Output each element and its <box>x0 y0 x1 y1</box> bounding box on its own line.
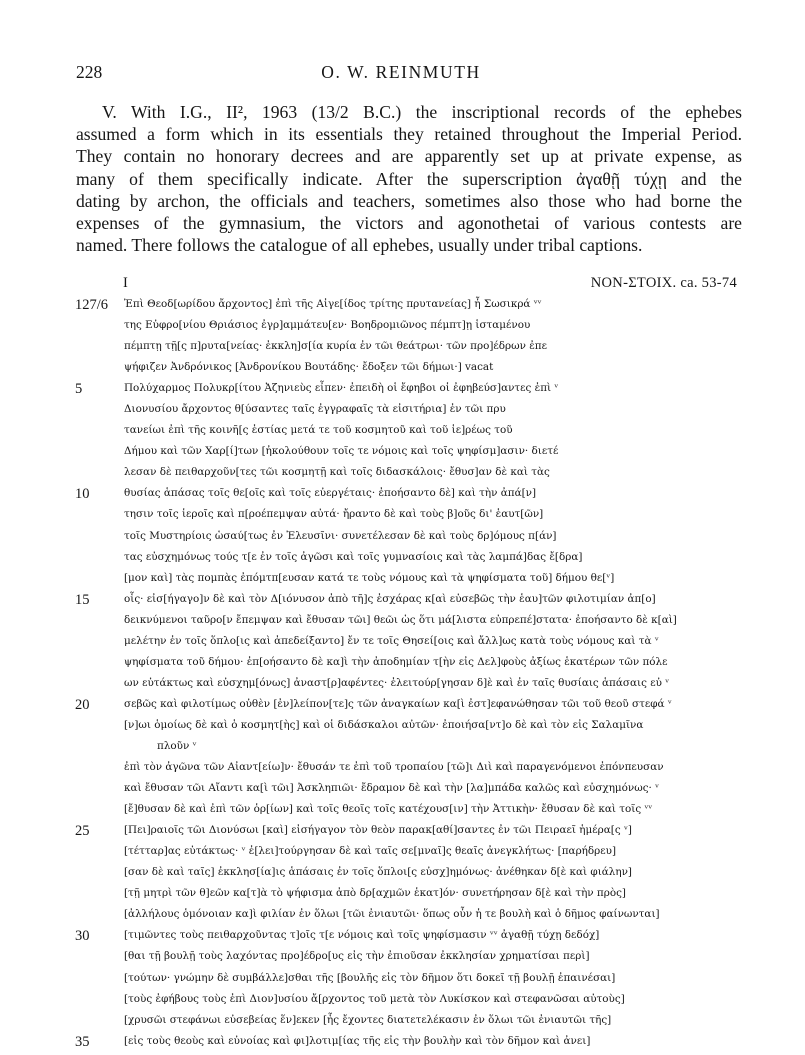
inscription-line <box>75 992 745 1013</box>
line-text: Πολύχαρμος Πολυκρ[ίτου Ἀζηνιεὺς εἶπεν· ἐπειδὴ οἱ ἔφηβοι οἱ ἐφηβεύσ]αντες ἐπὶ ᵛ <box>124 382 559 395</box>
line-text: [τοὺς ἐφήβους τοὺς ἐπὶ Διον]υσίου ἄ[ρχοντος τοῦ μετὰ τὸν Λυκίσκον καὶ στεφανῶσαι αὐτοὺς] <box>124 992 625 1005</box>
line-text: Διονυσίου ἄρχοντος θ[ύσαντες ταῖς ἐγγραφαῖς τὰ εἰσιτήρια] ἐν τῶι πρυ <box>124 403 506 416</box>
inscription-line <box>75 297 745 318</box>
inscription-line <box>75 550 745 571</box>
inscription-line <box>75 402 745 423</box>
line-text: τας εὐσχημόνως τούς τ[ε ἐν τοῖς ἀγῶσι καὶ τοῖς γυμνασίοις καὶ τὰς λαμπά]δας ἔ[δρα] <box>124 550 583 563</box>
inscription-line <box>75 571 745 592</box>
line-text: τανείωι ἐπὶ τῆς κοινῆ[ς ἑστίας μετά τε τοῦ κοσμητοῦ καὶ τοῦ ἱε]ρέως τοῦ <box>124 424 513 437</box>
inscription-line <box>75 613 745 634</box>
line-text: τησιν τοῖς ἱεροῖς καὶ π[ροέπεμψαν αὐτά· ἤραντο δὲ καὶ τοὺς β]οῦς δι' ἑαυτ[ῶν] <box>124 508 544 521</box>
line-number: 15 <box>75 591 90 608</box>
line-text: [τιμῶντες τοὺς πειθαρχοῦντας τ]οῖς τ[ε νόμοις καὶ τοῖς ψηφίσμασιν ᵛᵛ ἀγαθῇ τύχῃ δεδόχ] <box>124 929 600 942</box>
line-text: [εἰς τοὺς θεοὺς καὶ εὐνοίας καὶ φι]λοτιμ[ίας τῆς εἰς τὴν βουλὴν καὶ τὸν δῆμον καὶ ἀνει] <box>124 1034 591 1047</box>
inscription-line <box>75 844 745 865</box>
line-text: θυσίας ἁπάσας τοῖς θε[οῖς καὶ τοῖς εὐεργέταις· ἐποήσαντο δὲ] καὶ τὴν ἀπά[ν] <box>124 487 537 500</box>
line-number: 25 <box>75 823 90 840</box>
line-text: μελέτην ἐν τοῖς ὅπλο[ις καὶ ἀπεδείξαντο] ἔν τε τοῖς Θησεί[οις καὶ ἄλλ]ως κατὰ τοὺς νόμους καὶ τὰ ᵛ <box>124 634 659 647</box>
line-text: δεικνύμενοι ταῦρο[ν ἔπεμψαν καὶ ἔθυσαν τῶι] θεῶι ὡς ὅτι μά[λιστα εὐπρεπέ]στατα· ἐποήσαντο δὲ κ[αὶ] <box>124 613 677 626</box>
line-number: 127/6 <box>75 297 109 313</box>
line-text: [τούτων· γνώμην δὲ συμβάλλε]σθαι τῆς [βουλῆς εἰς τὸν δῆμον ὅτι δοκεῖ τῇ βουλῇ ἐπαινέσαι] <box>124 971 616 984</box>
inscription-line <box>75 781 745 802</box>
line-text: [ἔ]θυσαν δὲ καὶ ἐπὶ τῶν ὁρ[ίων] καὶ τοῖς θεοῖς τοῖς κατέχουσ[ιν] τὴν Ἀττικὴν· ἔθυσαν δὲ καὶ τοῖς ᵛᵛ <box>124 803 653 816</box>
inscription-line <box>75 739 745 760</box>
inscription-line <box>75 718 745 739</box>
line-text: Δήμου καὶ τῶν Χαρ[ί]των [ἠκολούθουν τοῖς τε νόμοις καὶ τοῖς ψηφίσμ]ασιν· διετέ <box>124 445 559 458</box>
inscription-line <box>75 529 745 550</box>
inscription-line <box>75 971 745 992</box>
inscription-line <box>75 318 745 339</box>
line-text: πλοῦν ᵛ <box>157 739 197 752</box>
inscription-line <box>75 360 745 381</box>
line-text: [χρυσῶι στεφάνωι εὐσεβείας ἕν]εκεν [ἧς ἔχοντες διατετελέκασιν ἐν ὅλωι τῶι ἐνιαυτῶι τῆς] <box>124 1013 612 1026</box>
line-text: [θαι τῇ βουλῇ τοὺς λαχόντας προ]έδρο[υς εἰς τὴν ἐπιοῦσαν ἐκκλησίαν χρηματίσαι περὶ] <box>124 950 590 963</box>
line-text: ψήφιζεν Ἀνδρόνικος [Ἀνδρονίκου Βουτάδης· ἔδοξεν τῶι δήμωι·] vacat <box>124 361 494 374</box>
line-text: [ν]ωι ὁμοίως δὲ καὶ ὁ κοσμητ[ὴς] καὶ οἱ διδάσκαλοι αὐτῶν· ἐποιήσα[ντ]ο δὲ καὶ τὸν εἰς Σαλαμῖνα <box>124 718 644 731</box>
inscription-line <box>75 381 745 402</box>
line-number: 20 <box>75 696 90 713</box>
inscription-line <box>75 865 745 886</box>
line-text: ἐπὶ τὸν ἀγῶνα τῶν Αἰαντ[είω]ν· ἔθυσάν τε ἐπὶ τοῦ τροπαίου [τῶ]ι Διὶ καὶ παραγενόμενοι ἐπόνπευσαν <box>124 761 664 774</box>
inscription-line <box>75 697 745 718</box>
line-text: [σαν δὲ καὶ ταῖς] ἐκκλησ[ία]ις ἁπάσαις ἐν τοῖς ὅπλοι[ς εὐσχ]ημόνως· ἀνέθηκαν δ[ὲ καὶ φιάλην] <box>124 866 632 879</box>
inscription-line <box>75 444 745 465</box>
section-label: I <box>123 275 128 291</box>
line-text: [τέτταρ]ας εὐτάκτως· ᵛ ἐ[λει]τούργησαν δὲ καὶ ταῖς σε[μναῖ]ς θεαῖς ἀνεγκλήτως· [παρήδρευ] <box>124 845 617 858</box>
stoichedon-note: NON-ΣΤΟΙΧ. ca. 53-74 <box>590 275 737 291</box>
body-paragraph <box>76 101 742 256</box>
inscription-line <box>75 423 745 444</box>
inscription-line <box>75 928 745 949</box>
inscription-line <box>75 465 745 486</box>
line-text: λεσαν δὲ πειθαρχοῦν[τες τῶι κοσμητῇ καὶ τοῖς διδασκάλοις· ἔθυσ]αν δὲ καὶ τὰς <box>124 466 550 479</box>
inscription-line <box>75 655 745 676</box>
paragraph-line: V. With I.G., II², 1963 (13/2 B.C.) the inscriptional records of the ephebes <box>102 102 742 122</box>
line-text: σεβῶς καὶ φιλοτίμως οὐθὲν [ἐν]λείπον[τε]ς τῶν ἀναγκαίων κα[ὶ ἐστ]εφανώθησαν τῶι τοῦ θεοῦ στεφά ᵛ <box>124 697 672 710</box>
inscription-line <box>75 760 745 781</box>
line-number: 30 <box>75 928 90 945</box>
inscription-line <box>75 823 745 844</box>
line-text: [μον καὶ] τὰς πομπὰς ἐπόμτπ[ευσαν κατά τε τοὺς νόμους καὶ τὰ ψηφίσματα τοῦ] δήμου θε[ᵛ] <box>124 571 615 584</box>
inscription-line <box>75 907 745 928</box>
line-number: 35 <box>75 1033 90 1050</box>
running-head: O. W. REINMUTH <box>321 62 481 82</box>
inscription-line <box>75 486 745 507</box>
inscription-line <box>75 507 745 528</box>
paragraph-line: many of them specifically indicate. After the superscription ἀγαθῇ τύχῃ and the <box>76 168 742 189</box>
inscription-line <box>75 634 745 655</box>
line-text: οἷς· εἰσ[ήγαγο]ν δὲ καὶ τὸν Δ[ιόνυσον ἀπὸ τῆ]ς ἐσχάρας κ[αὶ εὐσεβῶς τὴν ἑαυ]τῶν φιλοτιμίαν ἀπ[ο] <box>124 592 656 605</box>
inscription-line <box>75 802 745 823</box>
paragraph-line: expenses of the gymnasium, the victors and agonothetai of various contests are <box>76 212 742 233</box>
paragraph-line: named. There follows the catalogue of all ephebes, usually under tribal captions. <box>76 235 643 256</box>
inscription-line <box>75 1034 745 1055</box>
line-text: Ἐπὶ Θεοδ[ωρίδου ἄρχοντος] ἐπὶ τῆς Αἰγε[ίδος τρίτης πρυτανείας] ἧ Σωσικρά ᵛᵛ <box>124 298 542 310</box>
line-text: τοῖς Μυστηρίοις ὡσαύ[τως ἐν Ἐλευσῖνι· συνετέλεσαν δὲ καὶ τοὺς δρ]όμους π[άν] <box>124 529 557 542</box>
line-text: ων εὐτάκτως καὶ εὐσχημ[όνως] ἀναστ[ρ]αφέντες· ἐλειτούρ[γησαν δ]ὲ καὶ ἐν ταῖς θυσίαις ἁπάσαις εὐ ᵛ <box>124 676 670 689</box>
inscription-header <box>75 275 741 295</box>
inscription-line <box>75 676 745 697</box>
line-text: [τῇ μητρὶ τῶν θ]εῶν κα[τ]ὰ τὸ ψήφισμα ἀπὸ δρ[αχμῶν ἑκατ]όν· συνετήρησαν δ[ὲ καὶ τὴν πρὸς] <box>124 887 626 900</box>
line-number: 10 <box>75 486 90 503</box>
inscription-line <box>75 886 745 907</box>
line-text: καὶ ἔθυσαν τῶι Αἴαντι κα[ὶ τῶι] Ἀσκληπιῶι· ἔδραμον δὲ καὶ τὴν [λα]μπάδα καλῶς καὶ εὐσχημόνως· ᵛ <box>124 782 660 795</box>
line-text: ψηφίσματα τοῦ δήμου· ἐπ[οήσαντο δὲ κα]ὶ τὴν ἀποδημίαν τ[ὴν εἰς Δελ]φοὺς ἀξίως ἑκατέρων τῶν πόλε <box>124 655 668 668</box>
inscription-line <box>75 592 745 613</box>
line-text: πέμπτῃ τῇ[ς π]ρυτα[νείας· ἐκκλη]σ[ία κυρία ἐν τῶι θεάτρωι· τῶν προ]έδρων ἐπε <box>124 340 548 353</box>
paragraph-line: assumed a form which in its essentials they retained throughout the Imperial Period. <box>76 124 742 145</box>
line-number: 5 <box>75 381 83 398</box>
inscription-line <box>75 949 745 970</box>
line-text: της Εὐφρο[νίου Θριάσιος ἐγρ]αμμάτευ[εν· Βοηδρομιῶνος πέμπτ]ῃ ἱσταμένου <box>124 319 531 332</box>
inscription-line <box>75 339 745 360</box>
line-text: [Πει]ραιοῖς τῶι Διονύσωι [καὶ] εἰσήγαγον τὸν θεὸν παρακ[αθί]σαντες ἐν τῶι Πειραεῖ ἡμέρα[ς ᵛ] <box>124 824 632 837</box>
paragraph-line: dating by archon, the officials and teachers, sometimes also those who had borne the <box>76 190 742 211</box>
line-text: [ἀλλήλους ὁμόνοιαν κα]ὶ φιλίαν ἐν ὅλωι [τῶι ἐνιαυτῶι· ὅπως οὖν ἡ τε βουλὴ καὶ ὁ δῆμος φαίνωνται] <box>124 908 660 921</box>
inscription-text <box>75 297 745 1055</box>
paragraph-line: They contain no honorary decrees and are apparently set up at private expense, as <box>76 146 742 167</box>
inscription-line <box>75 1013 745 1034</box>
page-header <box>76 62 726 84</box>
page-number: 228 <box>76 62 103 82</box>
